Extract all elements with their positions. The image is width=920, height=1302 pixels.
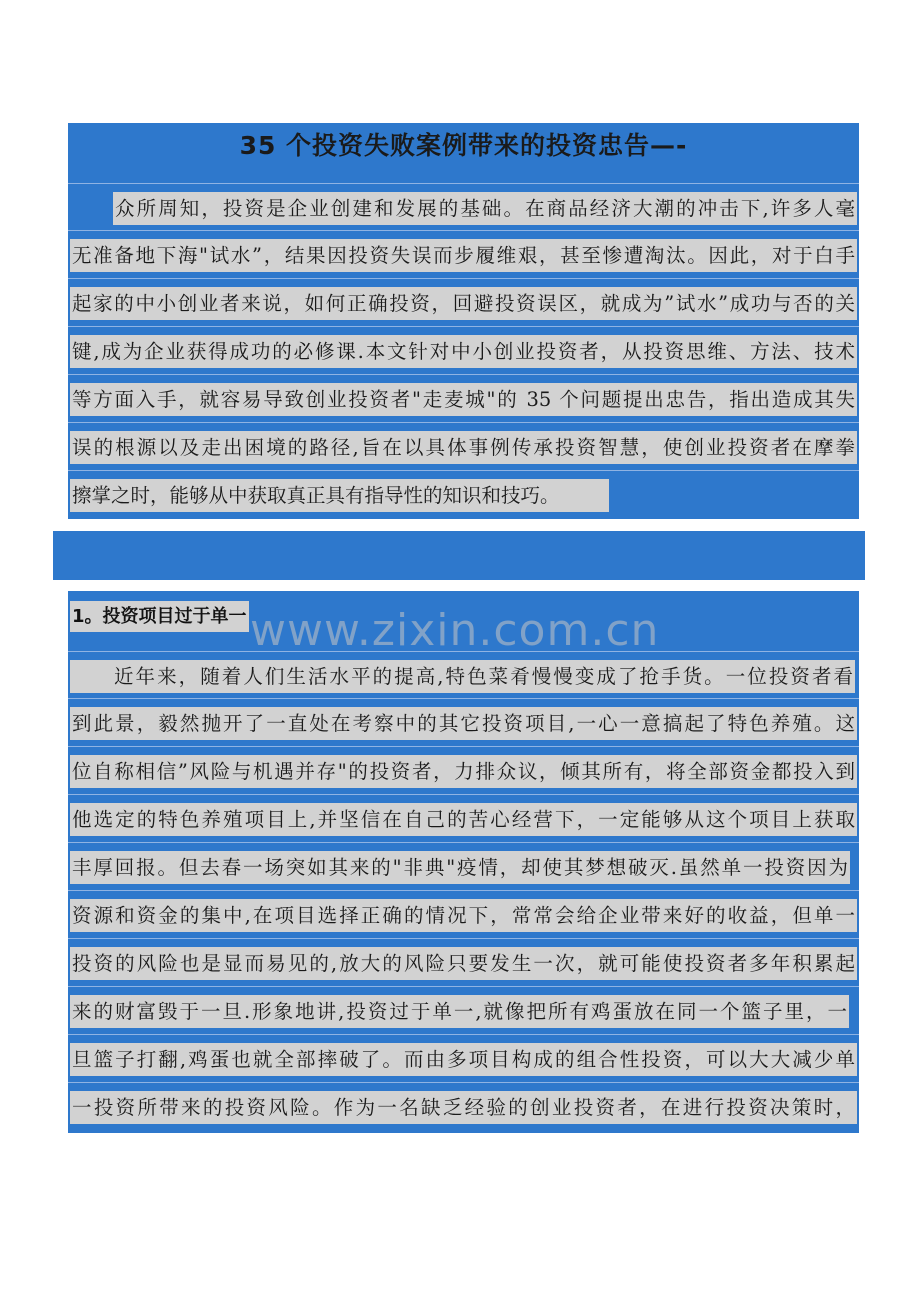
intro-section [68,123,859,519]
intro-line: 众所周知，投资是企业创建和发展的基础。在商品经济大潮的冲击下,许多人毫 [113,192,857,225]
paragraph-line: 投资的风险也是显而易见的,放大的风险只要发生一次，就可能使投资者多年积累起 [70,947,857,980]
divider [68,938,859,939]
divider [68,1034,859,1035]
divider [68,230,859,231]
divider [68,746,859,747]
divider [68,374,859,375]
divider [68,183,859,184]
paragraph-line: 一投资所带来的投资风险。作为一名缺乏经验的创业投资者，在进行投资决策时， [70,1091,857,1124]
document-title: 35 个投资失败案例带来的投资忠告—- [239,131,688,160]
paragraph-line: 资源和资金的集中,在项目选择正确的情况下，常常会给企业带来好的收益，但单一 [70,899,857,932]
divider [68,422,859,423]
divider [68,470,859,471]
paragraph-line: 他选定的特色养殖项目上,并坚信在自己的苦心经营下，一定能够从这个项目上获取 [70,803,857,836]
paragraph-line: 丰厚回报。但去春一场突如其来的"非典"疫情，却使其梦想破灭.虽然单一投资因为 [70,851,850,884]
section-heading: 1。投资项目过于单一 [70,601,249,632]
divider [68,278,859,279]
intro-line: 无准备地下海"试水”，结果因投资失误而步履维艰，甚至惨遭淘汰。因此，对于白手 [70,239,857,272]
paragraph-line: 旦篮子打翻,鸡蛋也就全部摔破了。而由多项目构成的组合性投资，可以大大减少单 [70,1043,857,1076]
divider [68,794,859,795]
paragraph-line: 来的财富毁于一旦.形象地讲,投资过于单一,就像把所有鸡蛋放在同一个篮子里，一 [70,995,849,1028]
divider [68,842,859,843]
intro-line: 误的根源以及走出困境的路径,旨在以具体事例传承投资智慧，使创业投资者在摩拳 [70,431,857,464]
paragraph-line: 到此景，毅然抛开了一直处在考察中的其它投资项目,一心一意搞起了特色养殖。这 [70,707,857,740]
divider [68,326,859,327]
paragraph-line: 位自称相信”风险与机遇并存"的投资者，力排众议，倾其所有，将全部资金都投入到 [70,755,857,788]
divider [68,698,859,699]
section-1 [68,591,859,1133]
divider [68,1082,859,1083]
intro-line: 起家的中小创业者来说，如何正确投资，回避投资误区，就成为”试水”成功与否的关 [70,287,857,320]
intro-line: 等方面入手，就容易导致创业投资者"走麦城"的 35 个问题提出忠告，指出造成其失 [70,383,857,416]
paragraph-line: 近年来，随着人们生活水平的提高,特色菜肴慢慢变成了抢手货。一位投资者看 [70,660,855,693]
divider [68,651,859,652]
divider [68,986,859,987]
intro-line: 擦掌之时，能够从中获取真正具有指导性的知识和技巧。 [70,479,609,512]
watermark: www.zixin.com.cn [250,605,660,656]
blank-band [53,531,865,580]
divider [68,890,859,891]
intro-line: 键,成为企业获得成功的必修课.本文针对中小创业投资者，从投资思维、方法、技术 [70,335,857,368]
